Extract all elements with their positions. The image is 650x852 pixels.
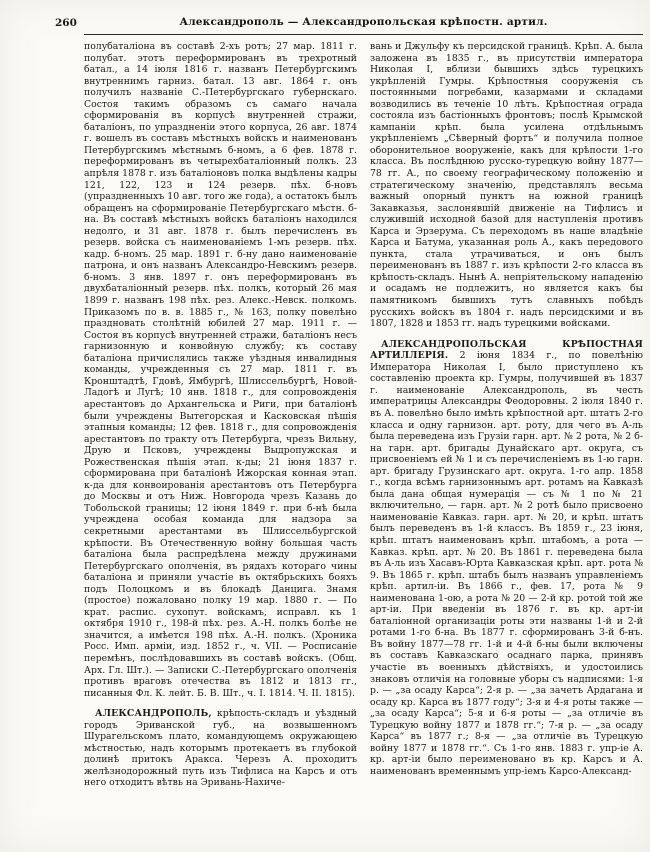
entry-text-alexandropol: крѣпость-складъ и уѣздный городъ Эриванской губ., на возвышенномъ Шурагельскомъ плато, командующемъ окружающею мѣстностью, надъ которымъ протекаетъ въ глубокой долинѣ притокъ Аракса. Черезъ А. проходитъ желѣзнодорожный путь изъ Тифлиса на Карсъ и отъ него отходитъ вѣтвь на Эривань-Нахиче- — [84, 708, 357, 789]
entry-term-alexandropol: АЛЕКСАНДРОПОЛЬ, — [95, 708, 212, 720]
entry-text-artillery: 2 іюня 1834 г., по повелѣнію Императора Николая I, было приступлено къ составленію проекта кр. Гумры, получившей въ 1837 г. наименованіе Александрополь, въ честь императрицы Александры Феодоровны. 2 іюля 1840 г. въ А. повелѣно было имѣть крѣпостной арт. штатъ 2-го класса и одну гарнизон. арт. роту, для чего въ А-ль была переведена изъ Грузіи гарн. арт. № 2 рота, № 2 б-на гарн. арт. бригады Дунайскаго арт. округа, съ присвоеніемъ ей № 1 и съ перечисленіемъ въ 1-ю гарн. арт. бригаду Грузинскаго арт. округа. 1-го апр. 1858 г., когда всѣмъ гарнизоннымъ арт. ротамъ на Кавказѣ была дана общая нумерація — съ № 1 по № 21 включительно, — гарн. арт. № 2 ротѣ было присвоено наименованіе Кавказ. гарн. арт. № 20, и крѣп. штатъ былъ переведенъ въ 1-й классъ. Въ 1859 г., 23 іюня, крѣп. штатъ наименованъ крѣп. штабомъ, а рота — Кавказ. крѣп. арт. № 20. Въ 1861 г. переведена была въ А-ль изъ Хасавъ-Юрта Кавказская крѣп. арт. рота № 9. Въ 1865 г. крѣп. штабъ былъ названъ управленіемъ крѣп. артил-іи. Въ 1866 г., фев. 17, рота № 9 наименована 1-ою, а рота № 20 — 2-й кр. ротой той же арт-іи. При введеніи въ 1876 г. въ кр. арт-іи баталіонной организаціи роты эти названы 1-й и 2-й ротами 1-го б-на. Въ 1877 г. сформированъ 3-й б-нъ. Въ войну 1877—78 гг. 1-й и 4-й б-ны были включены въ составъ Кавказскаго осаднаго парка, принявъ участіе въ военныхъ дѣйствіяхъ, и удостоились знаковъ отличія на головные уборы съ надписями: 1-я р. — „за осаду Карса“; 2-я р. — „за зачетъ Ардагана и осаду кр. Карса въ 1877 году“; 3-я и 4-я роты также — „за осаду Карса“; 5-я и 6-я роты — „за отличіе въ Турецкую войну 1877 и 1878 гг.“; 7-я р. — „за осаду Карса“ въ 1877 г.; 8-я — „за отличіе въ Турецкую войну 1877 и 1878 гг.“. Съ 1-го янв. 1883 г. упр-іе А. кр. арт-іи было переименовано въ кр. Карсъ и А. наименованъ временнымъ упр-іемъ Карсо-Александ- — [370, 350, 643, 777]
entry-artillery — [370, 339, 643, 778]
right-column — [370, 41, 643, 846]
entry-term-artillery: АЛЕКСАНДРОПОЛЬСКАЯ КРѢПОСТНАЯ АРТИЛЛЕРІЯ. — [370, 338, 643, 362]
two-column-layout — [84, 41, 643, 846]
right-continuation-paragraph: вань и Джульфу къ персидской границѣ. Крѣп. А. была заложена въ 1835 г., въ присутствіи императора Николая I, вблизи бывшихъ здѣсь турецкихъ укрѣпленій Гумры. Крѣпостныя сооруженія съ постоянными погребами, казармами и складами возводились въ теченіе 10 лѣтъ. Крѣпостная ограда состояла изъ бастіонныхъ фронтовъ; послѣ Крымской кампаніи крѣп. была усилена отдѣльнымъ укрѣпленіемъ „Сѣверный фортъ“ и получила полное оборонительное вооруженіе, какъ для крѣпости 1-го класса. Въ послѣднюю русско-турецкую войну 1877—78 гг. А., по своему географическому положенію и стратегическому значенію, представлялъ весьма важный опорный пунктъ на южной границѣ Закавказья, заслонявшій движеніе на Тифлисъ и служившій исходной базой для наступленія противъ Карса и Эрзерума. Съ переходомъ въ наше владѣніе Карса и Батума, указанная роль А., какъ передового пункта, стала утрачиваться, и онъ былъ переименованъ въ 1887 г. изъ крѣпости 2-го класса въ крѣпость-складъ. Нынѣ А. непріятельскому нападенію и осадамъ не подлежитъ, но является какъ бы памятникомъ бывшихъ тутъ славныхъ побѣдъ русскихъ войскъ въ 1804 г. надъ персидскими и въ 1807, 1828 и 1853 гг. надъ турецкими войсками. — [370, 41, 643, 330]
page-header — [55, 16, 643, 31]
text-block — [55, 16, 643, 846]
running-title: Александрополь — Александропольская крѣпостн. артил. — [179, 16, 548, 28]
header-rule — [84, 34, 643, 35]
left-continuation-paragraph: полубаталіона въ составѣ 2-хъ ротъ; 27 мар. 1811 г. полубат. этотъ переформированъ въ трехротный батал., а 14 іюля 1816 г. названъ Петербургскимъ внутреннимъ гарниз. батал. 13 авг. 1864 г. онъ получилъ названіе С.-Петербургскаго губернскаго. Состоя такимъ образомъ съ самаго начала сформированія въ корпусѣ внутренней стражи, баталіонъ, по упраздненіи этого корпуса, 26 авг. 1874 г. вошелъ въ составъ мѣстныхъ войскъ и наименованъ Петербургскимъ мѣстнымъ б-номъ, а 6 фев. 1878 г. переформированъ въ четырехбаталіонный полкъ. 23 апрѣля 1878 г. изъ баталіоновъ полка выдѣлены кадры 121, 122, 123 и 124 резерв. пѣх. б-новъ (упраздненныхъ 10 авг. того же года), а остатокъ былъ обращенъ на сформированіе Петербургскаго мѣстн. б-на. Въ составѣ мѣстныхъ войскъ баталіонъ находился недолго, и 31 авг. 1878 г. былъ перечисленъ въ резерв. войска съ наименованіемъ 1-мъ резерв. пѣх. кадр. б-номъ. 25 мар. 1891 г. б-ну дано наименованіе патрона, и онъ названъ Александро-Невскимъ резерв. б-номъ. 3 янв. 1897 г. онъ переформированъ въ двухбаталіонный резерв. пѣх. полкъ, который 26 мая 1899 г. названъ 198 пѣх. рез. Алекс.-Невск. полкомъ. Приказомъ по в. в. 1885 г., № 163, полку повелѣно праздновать столѣтній юбилей 27 мар. 1911 г. — Состоя въ корпусѣ внутренней стражи, баталіонъ несъ гарнизонную и конвойную службу; къ составу баталіона причислялись также уѣздныя инвалидныя команды, учрежденныя съ 27 мар. 1811 г. въ Кронштадтѣ, Гдовѣ, Ямбургѣ, Шлиссельбургѣ, Новой-Ладогѣ и Лугѣ; 10 янв. 1818 г., для сопровожденія арестантовъ до Архангельска и Риги, при баталіонѣ были учреждены Вытегорская и Касковская пѣшія этапныя команды; 12 фев. 1818 г., для сопровожденія арестантовъ по тракту отъ Петербурга, чрезъ Вильну, Друю и Псковъ, учреждены Выдропужская и Рожественская пѣшія этап. к-ды; 21 іюня 1837 г. сформирована при баталіонѣ Ижорская конная этап. к-да для конвоированія арестантовъ отъ Петербурга до Москвы и отъ Ниж. Новгорода чрезъ Казань до Тобольской границы; 12 іюня 1849 г. при б-нѣ была учреждена особая команда для надзора за секретными арестантами въ Шлиссельбургской крѣпости. Въ Отечественную войну большая часть баталіона была распредѣлена между дружинами Петербургскаго ополченія, въ рядахъ котораго чины баталіона и приняли участіе въ октябрьскихъ бояхъ подъ Полоцкомъ и въ блокадѣ Данцига. Знамя (простое) пожаловано полку 19 мар. 1880 г. — По крат. распис. сухопут. войскамъ, исправл. къ 1 октября 1910 г., 198-й пѣх. рез. А.-Н. полкъ болѣе не значится, а имѣется 198 пѣх. А.-Н. полкъ. (Хроника Росс. Имп. арміи, изд. 1852 г., ч. VII. — Росписаніе перемѣнъ, послѣдовавшихъ въ составѣ войскъ. (Общ. Арх. Гл. Шт.). — Записки С.-Петербургскаго ополченія противъ враговъ отечества въ 1812 и 1813 гг., писанныя Фл. К. лейт. Б. В. Шт., ч. I. 1814. Ч. II. 1815). — [84, 41, 357, 699]
entry-alexandropol — [84, 708, 357, 789]
page-number: 260 — [55, 17, 77, 29]
left-column — [84, 41, 357, 846]
